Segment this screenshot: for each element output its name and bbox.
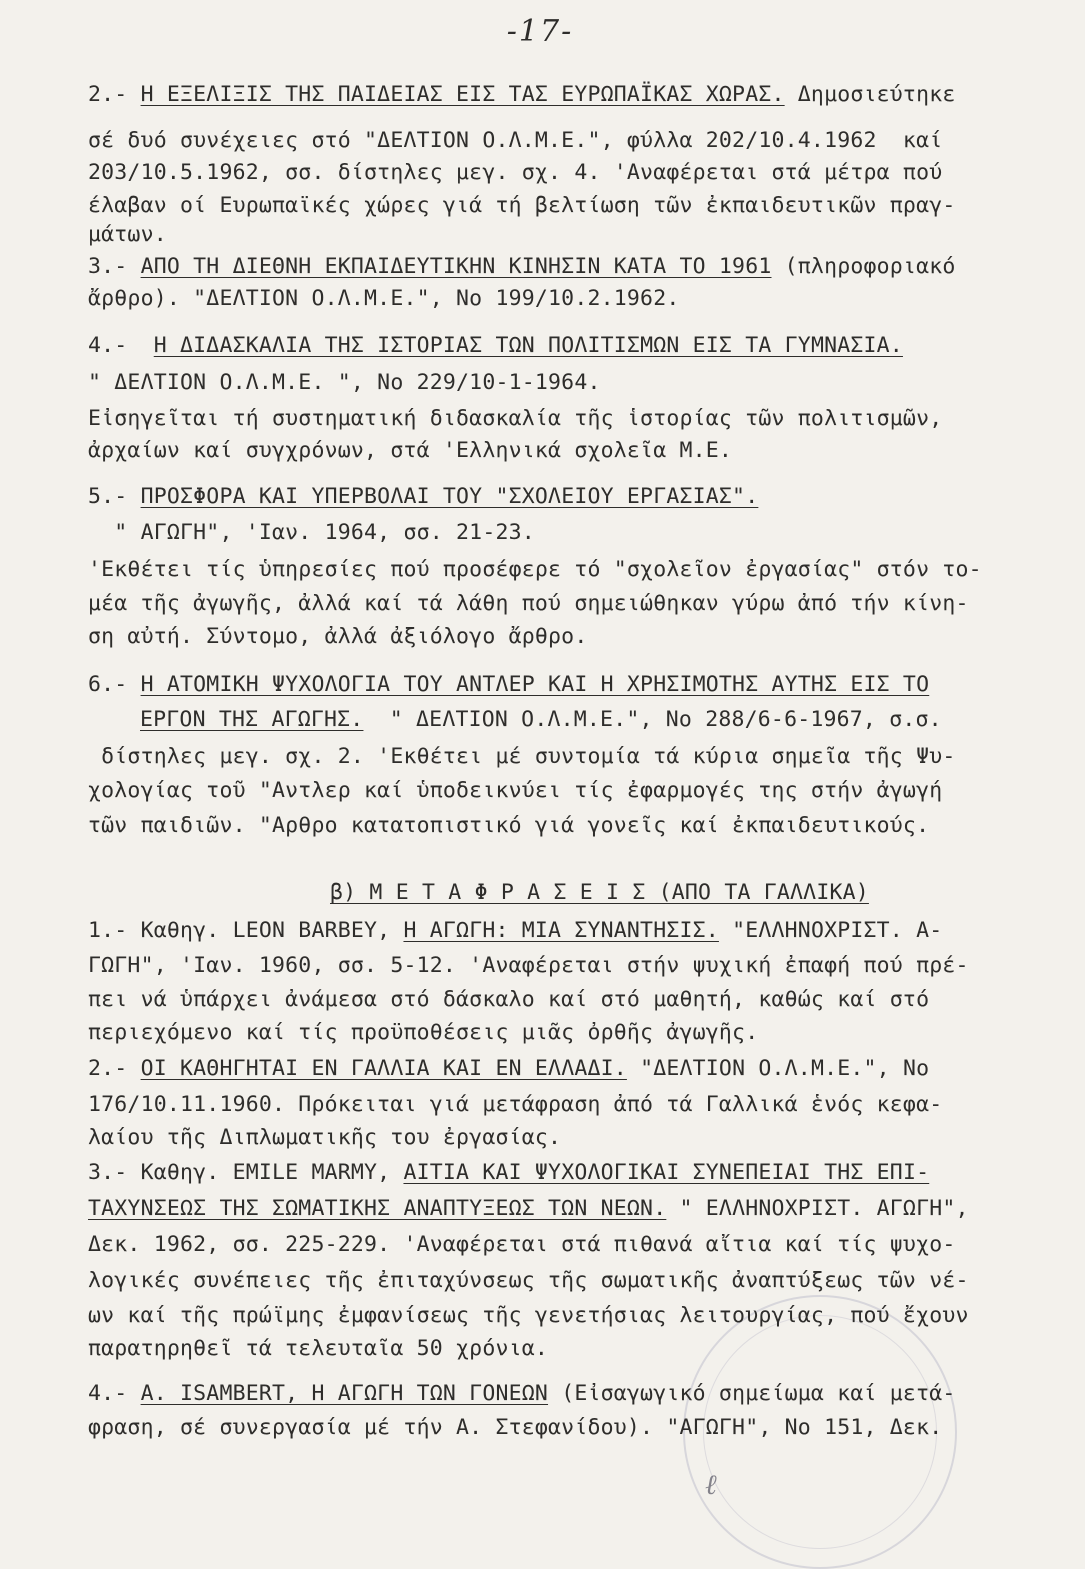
body-text: μέα τῆς ἀγωγῆς, ἀλλά καί τά λάθη πού σημειώθηκαν γύρω ἀπό τήν κίνη- <box>88 591 969 616</box>
body-text: "ΔΕΛΤΙΟΝ Ο.Λ.Μ.Ε.", Νο <box>626 1056 930 1081</box>
title-text: Η ΔΙΔΑΣΚΑΛΙΑ ΤΗΣ ΙΣΤΟΡΙΑΣ ΤΩΝ ΠΟΛΙΤΙΣΜΩΝ ΕΙΣ ΤΑ ΓΥΜΝΑΣΙΑ. <box>153 333 903 358</box>
body-text: περιεχόμενο καί τίς προϋποθέσεις μιᾶς ὀρθῆς ἀγωγῆς. <box>88 1020 759 1045</box>
title-text: ΠΡΟΣΦΟΡΑ ΚΑΙ ΥΠΕΡΒΟΛΑΙ ΤΟΥ "ΣΧΟΛΕΙΟΥ ΕΡΓΑΣΙΑΣ". <box>140 484 759 509</box>
entry-a5-line <box>88 624 587 650</box>
entry-b3-line <box>88 1160 929 1186</box>
body-text: ἀρχαίων καί συγχρόνων, στά 'Ελληνικά σχολεῖα Μ.Ε. <box>88 438 733 463</box>
body-text: Δημοσιεύτηκε <box>784 82 956 107</box>
body-text: δίστηλες μεγ. σχ. 2. 'Εκθέτει μέ συντομία τά κύρια σημεῖα τῆς Ψυ- <box>88 744 956 769</box>
body-text: πει νά ὑπάρχει ἀνάμεσα στό δάσκαλο καί στό μαθητή, καθώς καί στό <box>88 987 930 1012</box>
entry-a5-line <box>88 557 982 583</box>
body-text: 4.- <box>88 333 154 358</box>
entry-a6-line <box>140 707 942 733</box>
body-text: 6.- <box>88 672 141 697</box>
entry-a6-line <box>88 778 942 804</box>
body-text: "ΕΛΛΗΝΟΧΡΙΣΤ. Α- <box>718 918 943 943</box>
entry-a5-line <box>88 484 758 510</box>
entry-a4-line <box>88 333 903 359</box>
body-text: τῶν παιδιῶν. "Αρθρο κατατοπιστικό γιά γονεῖς καί ἐκπαιδευτικούς. <box>88 813 930 838</box>
body-text: μάτων. <box>88 222 167 247</box>
title-text: Η ΑΤΟΜΙΚΗ ΨΥΧΟΛΟΓΙΑ ΤΟΥ ΑΝΤΛΕΡ ΚΑΙ Η ΧΡΗΣΙΜΟΤΗΣ ΑΥΤΗΣ ΕΙΣ ΤΟ <box>140 672 930 697</box>
entry-a4-line <box>88 438 732 464</box>
entry-a3-line <box>88 286 679 312</box>
section-heading: β) Μ Ε Τ Α Φ Ρ Α Σ Ε Ι Σ (ΑΠΟ ΤΑ ΓΑΛΛΙΚΑ) <box>330 880 869 905</box>
page-number: -17- <box>506 14 574 49</box>
entry-a5-line <box>88 520 535 546</box>
body-text: ων καί τῆς πρώϊμης ἐμφανίσεως τῆς γενετήσιας λειτουργίας, πού ἔχουν <box>88 1303 969 1328</box>
title-text: ΟΙ ΚΑΘΗΓΗΤΑΙ ΕΝ ΓΑΛΛΙΑ ΚΑΙ ΕΝ ΕΛΛΑΔΙ. <box>140 1056 627 1081</box>
entry-b1-line <box>88 953 969 979</box>
entry-b1-line <box>88 1020 758 1046</box>
title-text: Η ΕΞΕΛΙΞΙΣ ΤΗΣ ΠΑΙΔΕΙΑΣ ΕΙΣ ΤΑΣ ΕΥΡΩΠΑΪΚΑΣ ΧΩΡΑΣ. <box>140 82 785 107</box>
body-text: 5.- <box>88 484 141 509</box>
entry-a4-line <box>88 406 942 432</box>
body-text: ση αὐτή. Σύντομο, ἀλλά ἀξιόλογο ἄρθρο. <box>88 624 588 649</box>
title-text: ΑΙΤΙΑ ΚΑΙ ΨΥΧΟΛΟΓΙΚΑΙ ΣΥΝΕΠΕΙΑΙ ΤΗΣ ΕΠΙ- <box>403 1160 930 1185</box>
entry-b2-line <box>88 1125 561 1151</box>
title-text: ΤΑΧΥΝΣΕΩΣ ΤΗΣ ΣΩΜΑΤΙΚΗΣ ΑΝΑΠΤΥΞΕΩΣ ΤΩΝ ΝΕΩΝ. <box>88 1196 667 1221</box>
entry-a2-line <box>88 82 956 108</box>
entry-a5-line <box>88 591 969 617</box>
body-text: Εἰσηγεῖται τή συστηματική διδασκαλία τῆς ἱστορίας τῶν πολιτισμῶν, <box>88 406 943 431</box>
entry-b1-line <box>88 987 929 1013</box>
entry-b4-line <box>88 1381 956 1407</box>
signature: ℓ <box>705 1468 717 1501</box>
entry-b2-line <box>88 1092 942 1118</box>
entry-b3-line <box>88 1232 956 1258</box>
entry-b3-line <box>88 1303 969 1329</box>
entry-a2-line <box>88 193 956 219</box>
entry-b2-line <box>88 1056 929 1082</box>
entry-b3-line <box>88 1268 969 1294</box>
body-text: ΓΩΓΗ", 'Ιαν. 1960, σσ. 5-12. 'Αναφέρεται στήν ψυχική ἐπαφή πού πρέ- <box>88 953 969 978</box>
body-text: " ΔΕΛΤΙΟΝ Ο.Λ.Μ.Ε. ", Νο 229/10-1-1964. <box>88 370 601 395</box>
body-text: (Εἰσαγωγικό σημείωμα καί μετά- <box>548 1381 956 1406</box>
entry-b3-line <box>88 1196 969 1222</box>
entry-a2-line <box>88 128 942 154</box>
body-text: 2.- <box>88 82 141 107</box>
body-text: σέ δυό συνέχειες στό "ΔΕΛΤΙΟΝ Ο.Λ.Μ.Ε.", φύλλα 202/10.4.1962 καί <box>88 128 943 153</box>
entry-a6-line <box>88 744 956 770</box>
entry-a4-line <box>88 370 601 396</box>
body-text: 4.- <box>88 1381 141 1406</box>
body-text: φραση, σέ συνεργασία μέ τήν Α. Στεφανίδου). "ΑΓΩΓΗ", Νο 151, Δεκ. <box>88 1415 943 1440</box>
body-text: (πληροφοριακό <box>771 254 956 279</box>
body-text: έλαβαν οί Ευρωπαϊκές χώρες γιά τή βελτίωση τῶν ἐκπαιδευτικῶν πραγ- <box>88 193 956 218</box>
body-text: " ΑΓΩΓΗ", 'Ιαν. 1964, σσ. 21-23. <box>88 520 535 545</box>
title-text: Η ΑΓΩΓΗ: ΜΙΑ ΣΥΝΑΝΤΗΣΙΣ. <box>403 918 719 943</box>
body-text: 203/10.5.1962, σσ. δίστηλες μεγ. σχ. 4. 'Αναφέρεται στά μέτρα πού <box>88 160 943 185</box>
body-text: 3.- <box>88 254 141 279</box>
title-text: ΕΡΓΟΝ ΤΗΣ ΑΓΩΓΗΣ. <box>140 707 364 732</box>
entry-a2-line <box>88 222 167 248</box>
body-text: ἄρθρο). "ΔΕΛΤΙΟΝ Ο.Λ.Μ.Ε.", Νο 199/10.2.1962. <box>88 286 680 311</box>
entry-b1-line <box>88 918 942 944</box>
body-text: 1.- Καθηγ. LEON BARBEY, <box>88 918 404 943</box>
body-text: λογικές συνέπειες τῆς ἐπιταχύνσεως τῆς σωματικῆς ἀναπτύξεως τῶν νέ- <box>88 1268 969 1293</box>
body-text: παρατηρηθεῖ τά τελευταῖα 50 χρόνια. <box>88 1336 549 1361</box>
body-text: 3.- Καθηγ. EMILE MARMY, <box>88 1160 404 1185</box>
entry-b3-line <box>88 1336 548 1362</box>
body-text: χολογίας τοῦ "Αντλερ καί ὑποδεικνύει τίς ἐφαρμογές της στήν ἀγωγή <box>88 778 943 803</box>
entry-b4-line <box>88 1415 942 1441</box>
body-text: Δεκ. 1962, σσ. 225-229. 'Αναφέρεται στά πιθανά αἴτια καί τίς ψυχο- <box>88 1232 956 1257</box>
entry-a6-line <box>88 813 929 839</box>
entry-a2-line <box>88 160 942 186</box>
body-text: " ΕΛΛΗΝΟΧΡΙΣΤ. ΑΓΩΓΗ", <box>666 1196 969 1221</box>
entry-a6-line <box>88 672 929 698</box>
body-text: λαίου τῆς Διπλωματικῆς του ἐργασίας. <box>88 1125 562 1150</box>
body-text: 'Εκθέτει τίς ὑπηρεσίες πού προσέφερε τό "σχολεῖον ἐργασίας" στόν το- <box>88 557 982 582</box>
entry-a3-line <box>88 254 956 280</box>
title-text: Α. ISAMBERT, Η ΑΓΩΓΗ ΤΩΝ ΓΟΝΕΩΝ <box>140 1381 549 1406</box>
body-text: 2.- <box>88 1056 141 1081</box>
title-text: ΑΠΟ ΤΗ ΔΙΕΘΝΗ ΕΚΠΑΙΔΕΥΤΙΚΗΝ ΚΙΝΗΣΙΝ ΚΑΤΑ ΤΟ 1961 <box>140 254 772 279</box>
body-text: 176/10.11.1960. Πρόκειται γιά μετάφραση ἀπό τά Γαλλικά ἑνός κεφα- <box>88 1092 943 1117</box>
body-text: " ΔΕΛΤΙΟΝ Ο.Λ.Μ.Ε.", Νο 288/6-6-1967, σ.σ. <box>363 707 942 732</box>
